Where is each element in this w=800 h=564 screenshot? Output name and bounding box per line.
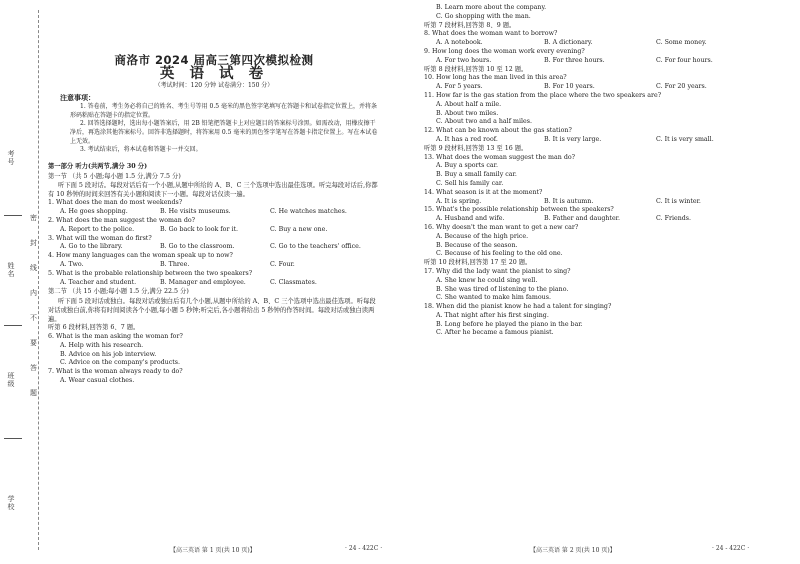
- question-text: 3. What will the woman do first?: [48, 234, 152, 242]
- option-b: B. She was tired of listening to the piano.: [436, 285, 569, 293]
- option-a: A. Buy a sports car.: [436, 162, 498, 170]
- right-column: [424, 4, 774, 338]
- notice-item: 1. 答卷前，考生务必将自己的姓名、考生号等用 0.5 毫米的黑色签字笔填写在答题卡和试卷指定位置上，并将条形码粘贴在答题卡的指定位置。: [70, 103, 377, 119]
- seal-word: 线: [30, 264, 37, 272]
- option-b: B. It is autumn.: [544, 197, 594, 205]
- question: [48, 368, 380, 386]
- name-line: [4, 325, 22, 326]
- section-title: 第一节 （共 5 小题;每小题 1.5 分,满分 7.5 分): [48, 172, 181, 180]
- seal-word: 答: [30, 364, 37, 372]
- option-a: A. For two hours.: [436, 56, 492, 64]
- question-text: 14. What season is it at the moment?: [424, 188, 543, 196]
- option-b: B. Go back to look for it.: [160, 225, 238, 233]
- question-text: 16. Why doesn't the man want to get a new car?: [424, 223, 579, 231]
- option-b: B. Advice on his job interview.: [60, 350, 157, 358]
- option-b: B. Three.: [160, 260, 190, 268]
- option-c: C. She wanted to make him famous.: [436, 294, 551, 302]
- option-c: C. For four hours.: [656, 56, 713, 64]
- option-b: B. For three hours.: [544, 56, 605, 64]
- option-b: B. Because of the season.: [436, 241, 518, 249]
- option-c: C. Go to the teachers' office.: [270, 243, 361, 251]
- question-text: 10. How long has the man lived in this area?: [424, 74, 567, 82]
- option-b: B. Father and daughter.: [544, 215, 620, 223]
- option-b: B. It is very large.: [544, 135, 602, 143]
- seal-line: [38, 10, 39, 550]
- exam-meta: （考试时间：120 分钟 试卷满分：150 分）: [154, 81, 274, 89]
- option-b: B. For 10 years.: [544, 83, 595, 91]
- question-text: 12. What can be known about the gas station?: [424, 127, 572, 135]
- material-heading: 听第 6 段材料,回答第 6、7 题。: [48, 324, 140, 332]
- exam-subtitle: 英 语 试 卷: [159, 65, 269, 82]
- option-a: A. Report to the police.: [60, 225, 135, 233]
- option-c: C. Advice on the company's products.: [60, 359, 181, 367]
- question: [48, 199, 380, 217]
- material-heading: 听第 10 段材料,回答第 17 至 20 题。: [424, 259, 532, 267]
- seal-word: 题: [30, 389, 37, 397]
- question-text: 1. What does the man do most weekends?: [48, 199, 183, 207]
- option-a: A. It has a red roof.: [436, 135, 498, 143]
- notice-item: 3. 考试结束后，将本试卷和答题卡一并交回。: [80, 146, 202, 154]
- question-text: 18. When did the pianist know he had a talent for singing?: [424, 303, 612, 311]
- option-a: A. Husband and wife.: [436, 215, 505, 223]
- option-a: A. Two.: [60, 260, 84, 268]
- exam-no-label: 考号: [7, 150, 15, 166]
- seal-word: 不: [30, 314, 37, 322]
- question: [424, 154, 774, 189]
- option-c: C. Classmates.: [270, 278, 317, 286]
- seal-word: 要: [30, 339, 37, 347]
- notice-title: 注意事项：: [60, 93, 95, 103]
- option-c: C. Friends.: [656, 215, 692, 223]
- material-heading: 听第 7 段材料,回答第 8、9 题。: [424, 21, 516, 29]
- option-a: A. About half a mile.: [436, 100, 502, 108]
- option-c: C. Go shopping with the man.: [436, 12, 531, 20]
- seal-word: 封: [30, 239, 37, 247]
- option-a: A. She knew he could sing well.: [436, 276, 538, 284]
- question: [424, 268, 774, 303]
- school-label: 学校: [7, 495, 15, 511]
- option-a: A. He goes shopping.: [60, 208, 128, 216]
- page-footer-right: 【高三英语 第 2 页(共 10 页)】: [530, 547, 616, 554]
- question: [48, 235, 380, 253]
- question: [424, 92, 774, 127]
- question-text: 17. Why did the lady want the pianist to sing?: [424, 267, 571, 275]
- name-label: 姓名: [7, 262, 15, 278]
- notice-item: 2. 回答选择题时，选出每小题答案后，用 2B 铅笔把答题卡上对应题目的答案标号涂黑。如需改动，用橡皮擦干净后，再选涂其他答案标号。回答非选择题时，将答案用 0.5 毫米的黑色签字笔写在答题卡指定位置上。写在本试卷上无效。: [70, 120, 378, 145]
- question: [48, 270, 380, 288]
- material-heading: 听第 9 段材料,回答第 13 至 16 题。: [424, 144, 528, 152]
- option-c: C. It is winter.: [656, 197, 701, 205]
- question-text: 2. What does the man suggest the woman do?: [48, 216, 196, 224]
- option-a: A. It is spring.: [436, 197, 482, 205]
- question: [424, 30, 774, 48]
- option-a: A. A notebook.: [436, 39, 483, 47]
- option-a: A. Because of the high price.: [436, 232, 529, 240]
- option-b: B. Buy a small family car.: [436, 171, 517, 179]
- question: [48, 333, 380, 368]
- question-text: 13. What does the woman suggest the man do?: [424, 153, 576, 161]
- option-a: A. Help with his research.: [60, 341, 144, 349]
- section-title: 第二节 （共 15 小题;每小题 1.5 分,满分 22.5 分): [48, 288, 189, 296]
- option-c: C. He watches matches.: [270, 208, 347, 216]
- option-c: C. Because of his feeling to the old one.: [436, 250, 563, 258]
- question: [424, 74, 774, 92]
- option-c: C. Some money.: [656, 39, 707, 47]
- section-instructions: 听下面 5 段对话。每段对话后有一个小题,从题中所给的 A、B、C 三个选项中选出最佳选项。听完每段对话后,你都有 10 秒钟的时间来回答有关小题和阅读下一小题。每段对话仅读一遍。: [48, 182, 378, 199]
- question-text: 8. What does the woman want to borrow?: [424, 30, 558, 38]
- question-text: 7. What is the woman always ready to do?: [48, 368, 183, 376]
- left-column: [48, 0, 380, 386]
- option-a: A. That night after his first singing.: [436, 311, 549, 319]
- paper-code-right: · 24 - 422C ·: [712, 545, 750, 552]
- question-text: 6. What is the man asking the woman for?: [48, 332, 183, 340]
- question: [424, 48, 774, 66]
- class-line: [4, 438, 22, 439]
- option-c: C. After he became a famous pianist.: [436, 329, 554, 337]
- question: [48, 217, 380, 235]
- seal-word: 内: [30, 289, 37, 297]
- page-footer-left: 【高三英语 第 1 页(共 10 页)】: [170, 547, 256, 554]
- option-b: B. Manager and employee.: [160, 278, 246, 286]
- option-a: A. Teacher and student.: [60, 278, 137, 286]
- question: [48, 252, 380, 270]
- question-text: 11. How far is the gas station from the place where the two speakers are?: [424, 91, 662, 99]
- question-text: 15. What's the possible relationship between the speakers?: [424, 206, 614, 214]
- binding-margin: [0, 0, 40, 564]
- option-c: C. Buy a new one.: [270, 225, 328, 233]
- option-b: B. He visits museums.: [160, 208, 231, 216]
- question-text: 9. How long does the woman work every evening?: [424, 47, 585, 55]
- option-c: C. About two and a half miles.: [436, 118, 532, 126]
- exam-no-line: [4, 215, 22, 216]
- question: [424, 127, 774, 145]
- question: [424, 189, 774, 207]
- section-instructions: 听下面 5 段对话或独白。每段对话或独白后有几个小题,从题中所给的 A、B、C 三个选项中选出最佳选项。听每段对话或独白前,你将有时间阅读各个小题,每小题 5 秒钟;听完后,各小题将给出 5 秒钟的作答时间。每段对话或独白读两遍。: [48, 298, 376, 324]
- question-text: 5. What is the probable relationship between the two speakers?: [48, 269, 253, 277]
- seal-word: 密: [30, 214, 37, 222]
- option-b: B. Long before he played the piano in the bar.: [436, 320, 583, 328]
- material-heading: 听第 8 段材料,回答第 10 至 12 题。: [424, 65, 528, 73]
- option-c: C. Sell his family car.: [436, 179, 504, 187]
- option-b: B. Go to the classroom.: [160, 243, 235, 251]
- question: [424, 206, 774, 224]
- option-a: A. For 5 years.: [436, 83, 483, 91]
- class-label: 班级: [7, 372, 15, 388]
- question: [424, 224, 774, 259]
- option-b: B. A dictionary.: [544, 39, 593, 47]
- question: [424, 303, 774, 338]
- option-c: C. Four.: [270, 260, 295, 268]
- exam-title: 商洛市 2024 届高三第四次模拟检测: [114, 53, 314, 67]
- question-text: 4. How many languages can the woman speak up to now?: [48, 252, 233, 260]
- option-a: A. Wear casual clothes.: [60, 376, 135, 384]
- option-a: A. Go to the library.: [60, 243, 123, 251]
- part-title: 第一部分 听力(共两节,满分 30 分): [48, 162, 148, 170]
- paper-code-left: · 24 - 422C ·: [345, 545, 383, 552]
- option-c: C. It is very small.: [656, 135, 714, 143]
- option-b: B. About two miles.: [436, 109, 499, 117]
- option-b: B. Learn more about the company.: [436, 4, 547, 11]
- option-c: C. For 20 years.: [656, 83, 707, 91]
